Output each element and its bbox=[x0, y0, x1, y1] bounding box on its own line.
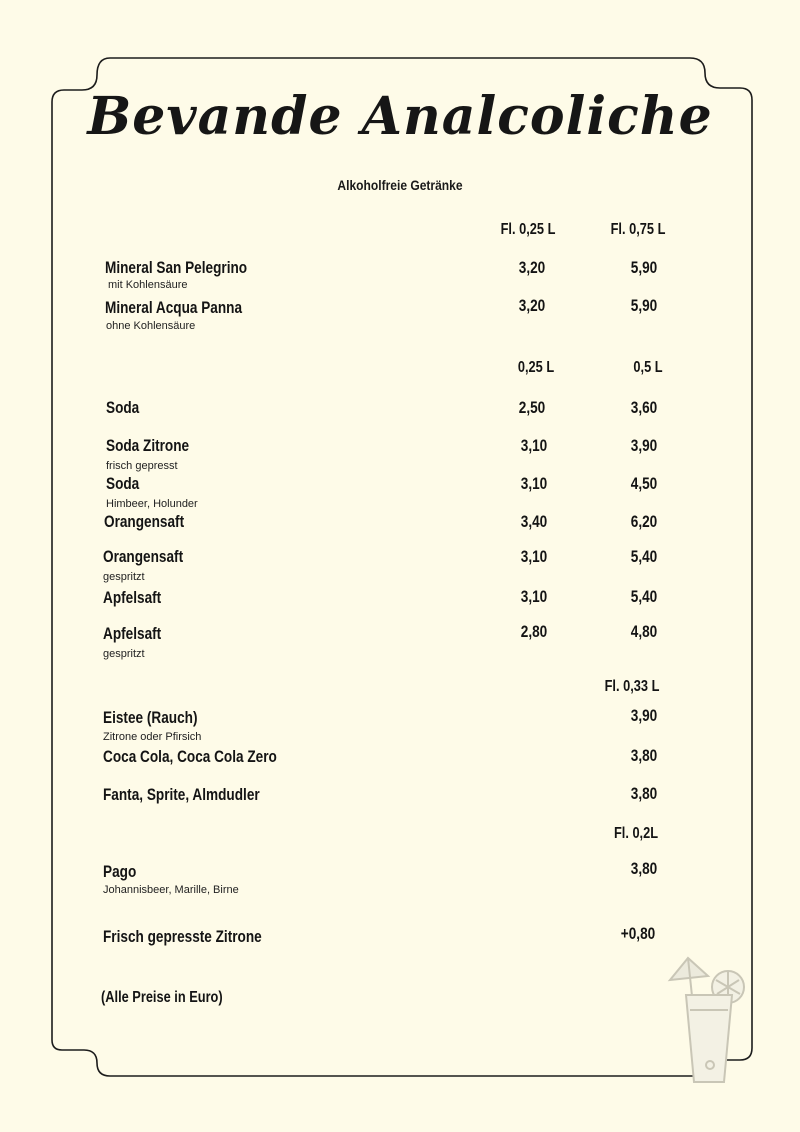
item-name: Coca Cola, Coca Cola Zero bbox=[103, 747, 277, 766]
item-name: Soda bbox=[106, 398, 140, 417]
price-footnote: (Alle Preise in Euro) bbox=[101, 989, 223, 1006]
column-header-05: 0,5 L bbox=[633, 359, 663, 376]
cocktail-glass-icon bbox=[660, 950, 760, 1090]
item-name: Mineral Acqua Panna bbox=[105, 298, 243, 317]
column-header-025: 0,25 L bbox=[517, 359, 555, 376]
item-name: Apfelsaft bbox=[103, 624, 162, 643]
item-price: 3,10 bbox=[520, 547, 548, 566]
item-note: frisch gepresst bbox=[106, 460, 178, 472]
item-price: 2,80 bbox=[520, 622, 548, 641]
item-note: ohne Kohlensäure bbox=[106, 320, 196, 332]
item-name: Frisch gepresste Zitrone bbox=[103, 927, 262, 946]
item-price: 3,10 bbox=[520, 474, 548, 493]
item-price: 3,60 bbox=[630, 398, 658, 417]
menu-subtitle: Alkoholfreie Getränke bbox=[337, 177, 463, 193]
item-price: 5,90 bbox=[630, 258, 658, 277]
item-note: Himbeer, Holunder bbox=[106, 498, 198, 510]
item-price: 3,80 bbox=[630, 746, 658, 765]
column-header-fl-025: Fl. 0,25 L bbox=[500, 221, 556, 238]
item-price: 3,10 bbox=[520, 436, 548, 455]
item-price: 3,90 bbox=[630, 706, 658, 725]
column-header-fl-02: Fl. 0,2L bbox=[613, 825, 659, 842]
item-price: 4,50 bbox=[630, 474, 658, 493]
item-price: 3,90 bbox=[630, 436, 658, 455]
item-note: mit Kohlensäure bbox=[108, 279, 188, 291]
item-note: Johannisbeer, Marille, Birne bbox=[103, 884, 239, 896]
item-note: gespritzt bbox=[103, 648, 145, 660]
item-price: 3,40 bbox=[520, 512, 548, 531]
item-price: 5,90 bbox=[630, 296, 658, 315]
item-name: Pago bbox=[103, 862, 137, 881]
item-price: +0,80 bbox=[620, 924, 656, 943]
menu-title: Bevande Analcoliche bbox=[87, 86, 713, 147]
item-price: 3,20 bbox=[518, 258, 546, 277]
item-price: 3,80 bbox=[630, 859, 658, 878]
item-name: Soda bbox=[106, 474, 140, 493]
item-price: 4,80 bbox=[630, 622, 658, 641]
item-name: Eistee (Rauch) bbox=[103, 708, 198, 727]
column-header-fl-075: Fl. 0,75 L bbox=[610, 221, 666, 238]
item-note: Zitrone oder Pfirsich bbox=[103, 731, 202, 743]
item-price: 2,50 bbox=[518, 398, 546, 417]
item-name: Fanta, Sprite, Almdudler bbox=[103, 785, 260, 804]
item-price: 5,40 bbox=[630, 547, 658, 566]
item-name: Orangensaft bbox=[103, 547, 184, 566]
item-price: 3,20 bbox=[518, 296, 546, 315]
column-header-fl-033: Fl. 0,33 L bbox=[604, 678, 660, 695]
item-name: Soda Zitrone bbox=[106, 436, 190, 455]
item-price: 3,10 bbox=[520, 587, 548, 606]
item-price: 5,40 bbox=[630, 587, 658, 606]
item-price: 3,80 bbox=[630, 784, 658, 803]
item-name: Mineral San Pelegrino bbox=[105, 258, 248, 277]
item-name: Apfelsaft bbox=[103, 588, 162, 607]
item-note: gespritzt bbox=[103, 571, 145, 583]
item-name: Orangensaft bbox=[104, 512, 185, 531]
item-price: 6,20 bbox=[630, 512, 658, 531]
